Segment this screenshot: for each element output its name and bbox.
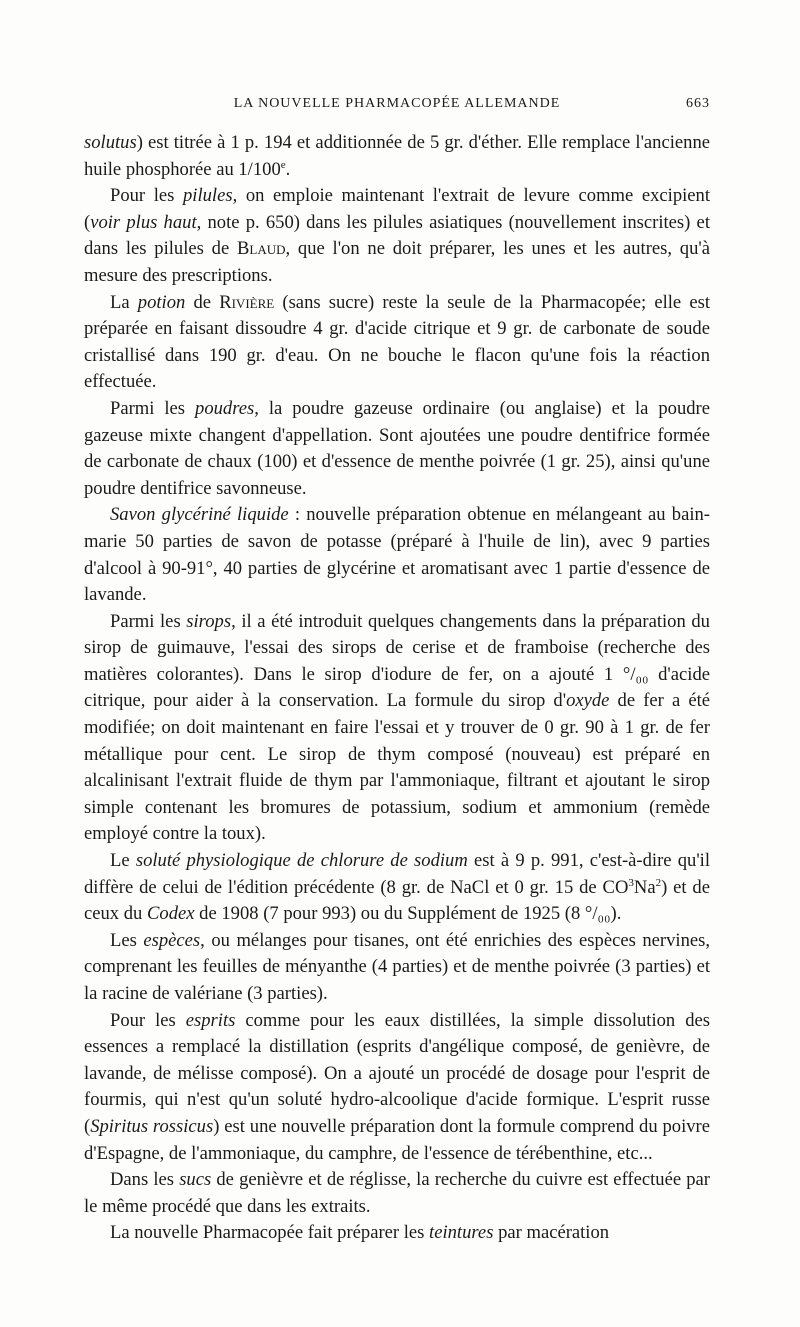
paragraph <box>84 290 710 396</box>
body-text <box>84 130 710 1247</box>
text-run: Parmi les <box>110 397 196 419</box>
italic-run: voir plus haut <box>90 211 197 233</box>
small-caps-run: Blaud <box>236 238 286 260</box>
italic-run: teintures <box>429 1222 494 1244</box>
italic-run: espèces <box>143 929 201 951</box>
text-run: par macération <box>493 1222 610 1244</box>
text-run: Na <box>633 876 656 898</box>
italic-run: soluté physiologique de chlorure de sodium <box>135 850 468 872</box>
italic-run: poudres <box>195 397 255 419</box>
text-run: Parmi les <box>110 610 187 632</box>
text-run: (sans sucre) reste la seule de la Pharmacopée; elle est préparée en faisant dissoudre 4 gr. d'acide citrique et 9 gr. de carbonate de soude cristallisé dans 190 gr. d'eau. On ne bouche le flacon qu'une fois la réaction effectuée. <box>84 291 710 393</box>
paragraph <box>84 130 710 183</box>
paragraph <box>84 1220 710 1247</box>
italic-run: potion <box>137 291 186 313</box>
text-run: ) est titrée à 1 p. 194 et additionnée de 5 gr. d'éther. Elle remplace l'ancienne huile phosphorée au 1/100 <box>84 132 710 180</box>
italic-run: esprits <box>185 1009 236 1031</box>
italic-run: sucs <box>179 1169 212 1191</box>
paragraph <box>84 1008 710 1168</box>
superscript-run: 2 <box>655 876 662 889</box>
superscript-run: e <box>280 158 286 171</box>
text-run: , que l'on ne doit préparer, les unes et les autres, qu'à mesure des prescriptions. <box>84 238 710 286</box>
text-run: , la poudre gazeuse ordinaire (ou anglaise) et la poudre gazeuse mixte changent d'appellation. Sont ajoutées une poudre dentifrice formée de carbonate de chaux (100) et d'essence de menthe poivrée (1 gr. 25), ainsi qu'une poudre dentifrice savonneuse. <box>84 397 710 499</box>
text-run: est à 9 p. 991, c'est-à-dire qu'il diffère de celui de l'édition précédente (8 gr. de NaCl et 0 gr. 15 de CO <box>84 850 711 898</box>
text-run: de fer a été modifiée; on doit maintenant en faire l'essai et y trouver de 0 gr. 90 à 1 gr. de fer métallique pour cent. Le sirop de thym composé (nouveau) est préparé en alcalinisant l'extrait fluide de thym par l'ammoniaque, filtrant et ajoutant le sirop simple contenant les bromures de potassium, sodium et ammonium (remède employé contre la toux). <box>84 690 710 845</box>
paragraph <box>84 609 710 848</box>
text-run: , il a été introduit quelques changements dans la préparation du sirop de guimauve, l'essai des sirops de cerise et de framboise (recherche des matières colorantes). Dans le sirop d'iodure de fer, on a ajouté 1 °/₀₀ d'acide citrique, pour aider à la conservation. La formule du sirop d' <box>84 610 710 712</box>
text-run: La nouvelle Pharmacopée fait préparer les <box>110 1222 430 1244</box>
paragraph <box>84 396 710 502</box>
text-run: La <box>110 291 138 313</box>
text-run: , ou mélanges pour tisanes, ont été enrichies des espèces nervines, comprenant les feuilles de ményanthe (4 parties) et de menthe poivrée (3 parties) et la racine de valériane (3 parties). <box>84 929 711 1004</box>
text-run: ) et de ceux du <box>84 876 710 925</box>
text-run: de 1908 (7 pour 993) ou du Supplément de 1925 (8 °/₀₀). <box>194 903 622 925</box>
italic-run: oxyde <box>566 690 610 712</box>
italic-run: pilules <box>182 185 233 207</box>
italic-run: Codex <box>147 903 195 925</box>
paragraph <box>84 502 710 608</box>
paragraph <box>84 848 710 928</box>
text-run: Le <box>110 850 136 872</box>
text-run: : nouvelle préparation obtenue en mélangeant au bain-marie 50 parties de savon de potasse (préparé à l'huile de lin), avec 9 parties d'alcool à 90-91°, 40 parties de glycérine et aromatisant avec 1 partie d'essence de lavande. <box>84 504 710 606</box>
text-run: , on emploie maintenant l'extrait de levure comme excipient ( <box>84 185 711 233</box>
superscript-run: 3 <box>628 876 634 889</box>
small-caps-run: Rivière <box>219 291 275 313</box>
italic-run: Spiritus rossicus <box>90 1115 214 1137</box>
text-run: de <box>185 291 220 313</box>
text-run: Pour les <box>110 185 183 207</box>
text-run: de genièvre et de réglisse, la recherche du cuivre est effectuée par le même procédé que dans les extraits. <box>84 1169 710 1217</box>
italic-run: solutus <box>84 132 137 153</box>
text-run: ) est une nouvelle préparation dont la formule comprend du poivre d'Espagne, de l'ammoniaque, du camphre, de l'essence de térébenthine, etc... <box>84 1115 710 1164</box>
running-title: LA NOUVELLE PHARMACOPÉE ALLEMANDE <box>233 96 561 111</box>
paragraph <box>84 1167 710 1220</box>
text-run: . <box>285 158 291 180</box>
text-run: , note p. 650) dans les pilules asiatiques (nouvellement inscrites) et dans les pilules de <box>84 211 710 260</box>
page-number: 663 <box>686 96 710 111</box>
paragraph <box>84 183 710 289</box>
page <box>84 96 710 1247</box>
italic-run: Savon glycériné liquide <box>110 504 289 526</box>
text-run: Pour les <box>110 1009 186 1031</box>
text-run: comme pour les eaux distillées, la simple dissolution des essences a remplacé la distillation (esprits d'angélique composé, de genièvre, de lavande, de mélisse composé). On a ajouté un procédé de dosage pour l'esprit de fourmis, qui n'est qu'un soluté hydro-alcoolique d'acide formique. L'esprit russe ( <box>84 1009 710 1137</box>
running-header <box>84 96 710 120</box>
text-run: Dans les <box>110 1169 180 1191</box>
paragraph <box>84 928 710 1008</box>
text-run: Les <box>110 929 144 951</box>
italic-run: sirops <box>186 610 232 632</box>
